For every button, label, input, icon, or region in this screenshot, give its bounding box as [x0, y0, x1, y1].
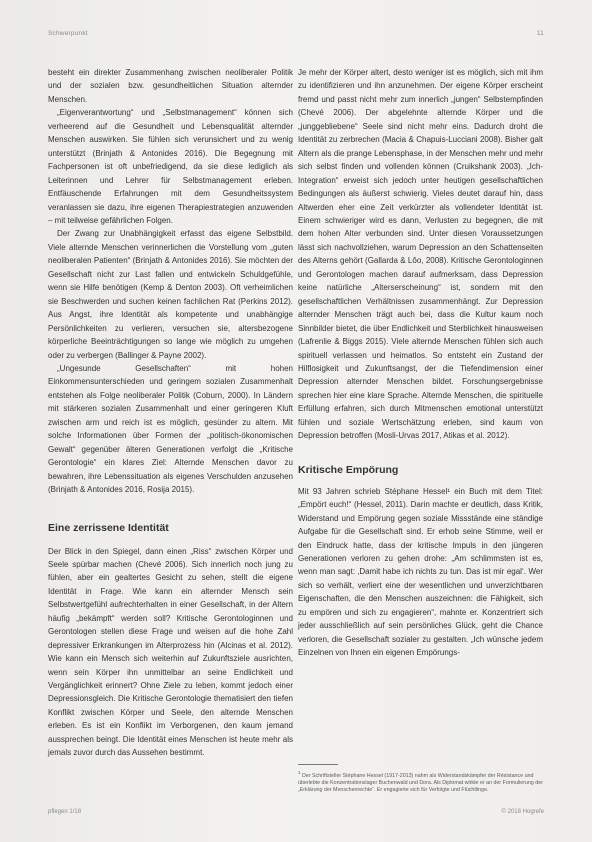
paragraph: Je mehr der Körper altert, desto weniger ist es möglich, sich mit ihm zu identifizieren und ihn anzunehmen. Der eigene Körper erscheint fremd und passt nicht mehr zum innerlich „jungen“ Selbstempfinden (Chevé 2006). Der abgelehnte alternde Körper und die „junggebliebene“ Seele sind nicht mehr eins. Dadurch droht die Identität zu zerbrechen (Macia & Chapuis-Lucciani 2008). Bisher galt Altern als die prange Lebensphase, in der Menschen mehr und mehr sich selbst finden und vollenden können (Cruikshank 2003). „Ich-Integration“ erweist sich jedoch unter heutigen gesellschaftlichen Bedingungen als äußerst schwierig. Vieles deutet darauf hin, dass Altwerden eher eine Zeit verkürzter als vollendeter Identität ist. Einem schwieriger wird es dann, Verlusten zu begegnen, die mit dem hohen Alter verbunden sind. Unter diesen Voraussetzungen lässt sich nachvollziehen, warum Depression an den Schattenseiten des Alterns gehört (Gallarda & Lôo, 2008). Kritische Gerontologinnen und Gerontologen machen darauf aufmerksam, dass Depression keine natürliche „Alterserscheinung“ ist, sondern mit den gesellschaftlichen Verhältnissen zusammenhängt. Zur Depression alternder Menschen trägt auch bei, dass die Kultur kaum noch Sinnbilder bietet, die über Endlichkeit und Sterblichkeit hinausweisen (Lafrenlie & Biggs 2015). Viele alternde Menschen fühlen sich auch spirituell verlassen und heimatlos. So entsteht ein Zustand der Hilflosigkeit und Zukunftsangst, der die Tiefendimension einer Depression alternder Menschen bildet. Forschungsergebnisse sprechen hier eine klare Sprache. Alternde Menschen, die spirituelle Erfüllung erfahren, sich durch Mitmenschen emotional unterstützt fühlen und soziale Wertschätzung erleben, sind kaum von Depression betroffen (Mosli-Urvas 2017, Atikas et al. 2012). [298, 68, 543, 441]
section-heading: Kritische Empörung [298, 463, 399, 476]
paragraph: Mit 93 Jahren schrieb Stéphane Hessel¹ ein Buch mit dem Titel: „Empört euch!“ (Hessel, 2011). Darin machte er deutlich, dass Kritik, Widerstand und Empörung gegen soziale Missstände eine ständige Aufgabe für die Gesellschaft sind. Er erhob seine Stimme, weil er den Eindruck hatte, dass der kritische Impuls in den jüngeren Generationen verloren zu gehen drohe: „Am schlimmsten ist es, wenn man sagt: ‚Damit habe ich nichts zu tun. Das ist mir egal‘. Wer sich so verhält, verliert eine der wesentlichen und unverzichtbaren Eigenschaften, die den Menschen auszeichnen: die Fähigkeit, sich zu empören und sich zu engagieren“, mahnte er. Konzentriert sich jeder ausschließlich auf sein persönliches Glück, geht die Chance verloren, die Gesellschaft sozialer zu gestalten. „Ich wünsche jedem Einzelnen von Ihnen ein eigenen Empörungs- [298, 486, 543, 658]
running-header [48, 30, 544, 37]
page-number: 11 [536, 30, 544, 37]
left-column [48, 66, 293, 760]
section-heading: Eine zerrissene Identität [48, 521, 169, 534]
footnote-divider [298, 764, 338, 765]
footnote [298, 769, 543, 794]
paragraph: Der Blick in den Spiegel, dann einen „Riss“ zwischen Körper und Seele spürbar machen (Chevé 2006). Sich innerlich noch jung zu fühlen, aber ein gealtertes Gesicht zu sehen, stellt die eigene Identität in Frage. Wie kann ein alternder Mensch sein Selbstwertgefühl aufrechterhalten in einer Gesellschaft, in der Altern häufig „bekämpft“ werden soll? Kritische Gerontologinnen und Gerontologen stellen diese Frage und weisen auf die hohe Zahl depressiver Erkrankungen im Alterprozess hin (Alcinas et al. 2012). Wie kann ein Mensch sich weiterhin auf Zukunftsziele ausrichten, wenn sein Körper ihn unmittelbar an seine Endlichkeit und Vergänglichkeit erinnert? Ohne Ziele zu leben, kommt jedoch einer Depressionsgleich. Die Kritische Gerontologie thematisiert den tiefen Konflikt zwischen Körper und Seele, den alternde Menschen erleben. Es ist ein Konflikt im Verborgenen, den kaum jemand aussprechen beingt. Die Identität eines Menschen ist heute mehr als jemals zuvor durch das Aussehen bestimmt. [48, 546, 293, 758]
paragraph: Der Zwang zur Unabhängigkeit erfasst das eigene Selbstbild. Viele alternde Menschen verinnerlichen die Vorstellung vom „guten neoliberalen Patienten“ (Brinjath & Antonides 2016). Sie möchten der Gesellschaft nicht zur Last fallen und entwickeln Schuldgefühle, wenn sie Hilfe benötigen (Kemp & Denton 2003). Oft verheimlichen sie Beschwerden und suchen keinen fachlichen Rat (Perkins 2012). Aus Angst, ihre Identität als kompetente und unabhängige Persönlichkeiten zu verlieren, versuchen sie, altersbezogene körperliche Beeinträchtigungen so lange wie möglich zu umgehen oder zu verbergen (Ballinger & Payne 2002). [48, 229, 293, 360]
right-column [298, 66, 543, 660]
paragraph: „Eigenverantwortung“ und „Selbstmanagement“ können sich verheerend auf die Gesundheit und Lebensqualität alternder Menschen auswirken. Sie fühlen sich verunsichert und zu wenig unterstützt (Brinjath & Antonides 2016). Die Begegnung mit Fachpersonen ist oft unbefriedigend, da sie diese lediglich als Leiterinnen und Lehrer für Selbstmanagement erleben. Entfäuschende Erfahrungen mit dem Gesundheitssystem veranlassen sie dazu, ihre eigenen Therapiestrategien anzuwenden – mit teilweise gefährlichen Folgen. [48, 108, 293, 225]
paragraph: besteht ein direkter Zusammenhang zwischen neoliberaler Politik und der sozialen bzw. gesundheitlichen Situation alternder Menschen. [48, 68, 293, 104]
footnote-text: Der Schriftsteller Stéphane Hessel (1917-2013) nahm als Widerstandskämpfer der Résistance und überlebte die Konzentrationslager Buchenwald und Dora. Als Diplomat wirkte er an der Formulierung der „Erklärung der Menschenrechte“. Er engagierte sich für Verfolgte und Flüchtlinge. [298, 772, 543, 794]
journal-issue: pflegen 1/18 [48, 809, 82, 815]
running-footer [48, 809, 544, 815]
copyright: © 2018 Hogrefe [501, 809, 544, 815]
paragraph: „Ungesunde Gesellschaften“ mit hohen Einkommensunterschieden und geringem sozialen Zusammenhalt entstehen als Folge neoliberaler Politik (Coburn, 2000). In Ländern mit stärkeren sozialen Zusammenhalt und einer geringeren Kluft zwischen arm und reich ist es möglich, gesünder zu altern. Mit solche Informationen über Formen der „politisch-ökonomischen Gewalt“ gegenüber älteren Generationen verfolgt die „Kritische Gerontologie“ ein klares Ziel: Alternde Menschen davor zu bewahren, ihre Lebenssituation als eigenes Verschulden anzusehen (Brinjath & Antonides 2016, Rosija 2015). [48, 363, 293, 495]
section-label: Schwerpunkt [48, 30, 88, 37]
footnote-marker: 1 [298, 770, 301, 775]
